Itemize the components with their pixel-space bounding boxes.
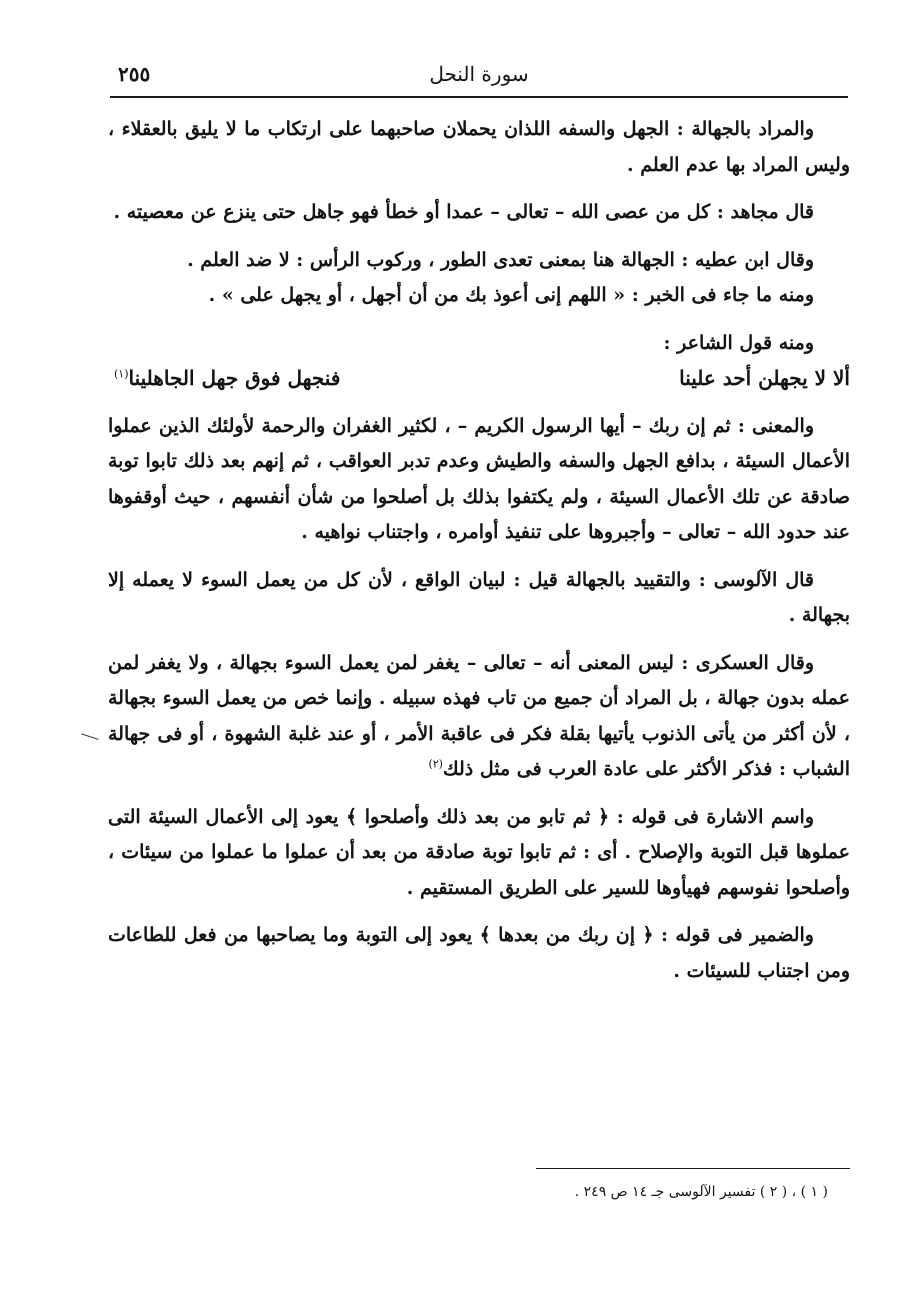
paragraph-alusi: قال الآلوسى : والتقييد بالجهالة قيل : لبيان الواقع ، لأن كل من يعمل السوء لا يعمله إلا بجهالة . [108, 568, 850, 626]
paragraph-pronoun: والضمير فى قوله : ﴿ إن ربك من بعدها ﴾ يعود إلى التوبة وما يصاحبها من فعل للطاعات ومن اجتناب للسيئات . [108, 924, 850, 982]
poetry-verse [108, 361, 850, 397]
paragraph-poet-intro: ومنه قول الشاعر : [663, 331, 814, 354]
paragraph-ibn-atiyyah: وقال ابن عطيه : الجهالة هنا بمعنى تعدى الطور ، وركوب الرأس : لا ضد العلم . [187, 248, 814, 271]
verse-first-hemistich: ألا لا يجهلن أحد علينا [679, 366, 850, 390]
page-number: ٢٥٥ [118, 62, 151, 86]
footnote-separator [536, 1168, 850, 1169]
verse-second-hemistich [114, 361, 340, 397]
footnote-marker-2: (٢) [428, 757, 443, 771]
page-header [110, 56, 848, 98]
main-text [108, 112, 850, 1001]
paragraph-askari-text: وقال العسكرى : ليس المعنى أنه – تعالى – يغفر لمن يعمل السوء بجهالة ، ولا يغفر لمن عمله بدون جهالة ، بل المراد أن جميع من تاب فهذه سبيله . وإنما خص من يعمل السوء بجهالة ، لأن أكثر من يأتى الذنوب يأتيها بقلة فكر فى عاقبة الأمر ، أو عند غلبة الشهوة ، أو فى جهالة الشباب : فذكر الأكثر على عادة العرب فى مثل ذلك [108, 651, 850, 780]
paragraph-hadith: ومنه ما جاء فى الخبر : « اللهم إنى أعوذ بك من أن أجهل ، أو يجهل على » . [208, 284, 814, 306]
surah-title: سورة النحل [429, 62, 529, 86]
margin-mark [79, 733, 98, 745]
paragraph-askari [108, 646, 850, 788]
footnote-marker-1: (١) [114, 367, 129, 381]
footnote: ( ١ ) ، ( ٢ ) تفسير الآلوسى جـ ١٤ ص ٢٤٩ . [574, 1184, 828, 1200]
paragraph-meaning-of-ignorance: والمراد بالجهالة : الجهل والسفه اللذان يحملان صاحبهما على ارتكاب ما لا يليق بالعقلاء ، وليس المراد بها عدم العلم . [108, 118, 850, 176]
paragraph-demonstrative: واسم الاشارة فى قوله : ﴿ ثم تابو من بعد ذلك وأصلحوا ﴾ يعود إلى الأعمال السيئة التى عملوها قبل التوبة والإصلاح . أى : ثم تابوا توبة صادقة من بعد أن عملوا ما عملوا من سيئات ، وأصلحوا نفوسهم فهيأوها للسير على الطريق المستقيم . [108, 805, 850, 899]
paragraph-mujahid: قال مجاهد : كل من عصى الله – تعالى – عمدا أو خطأ فهو جاهل حتى ينزع عن معصيته . [113, 201, 814, 223]
paragraph-meaning: والمعنى : ثم إن ربك – أيها الرسول الكريم – ، لكثير الغفران والرحمة لأولئك الذين عملوا الأعمال السيئة ، بدافع الجهل والسفه والطيش وعدم تدبر العواقب ، ثم إنهم بعد ذلك تابوا توبة صادقة عن تلك الأعمال السيئة ، ولم يكتفوا بذلك بل أصلحوا من شأن أنفسهم ، حيث أوقفوها عند حدود الله – تعالى – وأجبروها على تنفيذ أوامره ، واجتناب نواهيه . [108, 414, 850, 543]
verse-second-text: فنجهل فوق جهل الجاهلينا [128, 366, 341, 390]
